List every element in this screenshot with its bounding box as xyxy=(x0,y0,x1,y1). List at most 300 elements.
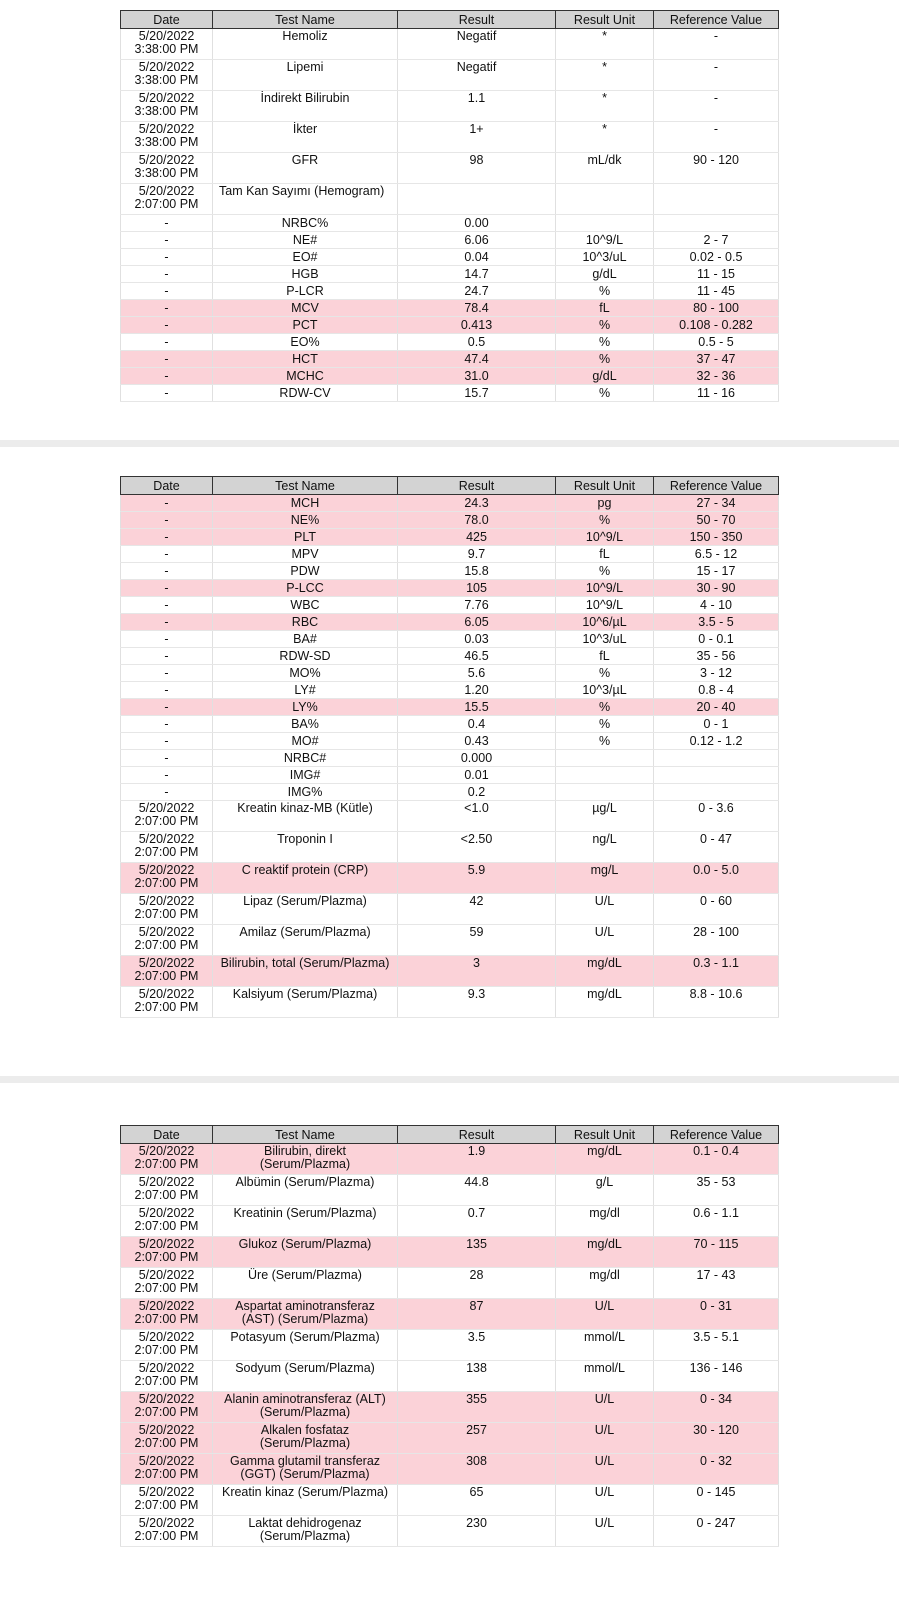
result-cell: 0.000 xyxy=(398,750,556,767)
test-name-cell: LY# xyxy=(213,682,398,699)
result-unit-cell xyxy=(556,767,654,784)
table-row xyxy=(121,894,779,925)
result-unit-cell: % xyxy=(556,716,654,733)
test-name-cell: P-LCC xyxy=(213,580,398,597)
result-unit-cell xyxy=(556,750,654,767)
result-unit-cell: mg/dl xyxy=(556,1206,654,1237)
test-name-cell: Alkalen fosfataz (Serum/Plazma) xyxy=(213,1423,398,1454)
date-cell: 5/20/2022 3:38:00 PM xyxy=(121,91,213,122)
reference-value-cell: 0.12 - 1.2 xyxy=(654,733,779,750)
result-unit-cell: fL xyxy=(556,648,654,665)
reference-value-cell xyxy=(654,784,779,801)
date-cell: - xyxy=(121,682,213,699)
result-cell: 7.76 xyxy=(398,597,556,614)
result-unit-cell: g/dL xyxy=(556,266,654,283)
test-name-cell: PDW xyxy=(213,563,398,580)
test-name-cell: EO% xyxy=(213,334,398,351)
table-row xyxy=(121,1299,779,1330)
result-cell: 31.0 xyxy=(398,368,556,385)
test-name-cell: Alanin aminotransferaz (ALT) (Serum/Plazma) xyxy=(213,1392,398,1423)
result-unit-cell: 10^9/L xyxy=(556,232,654,249)
test-name-cell: PLT xyxy=(213,529,398,546)
reference-value-cell: 20 - 40 xyxy=(654,699,779,716)
test-name-cell: Hemoliz xyxy=(213,29,398,60)
reference-value-cell xyxy=(654,184,779,215)
date-cell: - xyxy=(121,716,213,733)
reference-value-cell: 30 - 120 xyxy=(654,1423,779,1454)
table-row xyxy=(121,300,779,317)
reference-value-cell: 8.8 - 10.6 xyxy=(654,987,779,1018)
table-row xyxy=(121,1206,779,1237)
test-name-cell: MO% xyxy=(213,665,398,682)
date-cell: 5/20/2022 2:07:00 PM xyxy=(121,1144,213,1175)
result-cell: 24.3 xyxy=(398,495,556,512)
test-name-cell: Kreatinin (Serum/Plazma) xyxy=(213,1206,398,1237)
result-cell: 0.03 xyxy=(398,631,556,648)
result-unit-cell: mmol/L xyxy=(556,1361,654,1392)
reference-value-cell: 35 - 53 xyxy=(654,1175,779,1206)
table-row xyxy=(121,122,779,153)
test-name-cell: MCHC xyxy=(213,368,398,385)
result-unit-cell: * xyxy=(556,91,654,122)
table-row xyxy=(121,1485,779,1516)
result-cell: 14.7 xyxy=(398,266,556,283)
reference-value-cell: 0 - 3.6 xyxy=(654,801,779,832)
table-row xyxy=(121,29,779,60)
test-name-cell: IMG% xyxy=(213,784,398,801)
result-unit-cell: mg/dL xyxy=(556,956,654,987)
table-row xyxy=(121,716,779,733)
table-row xyxy=(121,1330,779,1361)
result-unit-cell: ng/L xyxy=(556,832,654,863)
test-name-cell: HCT xyxy=(213,351,398,368)
result-cell: 0.04 xyxy=(398,249,556,266)
page-separator xyxy=(0,440,899,447)
table-row xyxy=(121,153,779,184)
date-cell: 5/20/2022 2:07:00 PM xyxy=(121,1268,213,1299)
table-row xyxy=(121,648,779,665)
test-name-cell: NRBC% xyxy=(213,215,398,232)
result-cell: 135 xyxy=(398,1237,556,1268)
table-header-row xyxy=(121,11,779,29)
result-unit-cell: U/L xyxy=(556,1454,654,1485)
result-unit-cell: 10^6/µL xyxy=(556,614,654,631)
table-row xyxy=(121,215,779,232)
reference-value-cell: 0 - 31 xyxy=(654,1299,779,1330)
reference-value-cell: 80 - 100 xyxy=(654,300,779,317)
result-cell: 6.05 xyxy=(398,614,556,631)
date-cell: - xyxy=(121,351,213,368)
table-row xyxy=(121,614,779,631)
table-row xyxy=(121,1237,779,1268)
reference-value-header: Reference Value xyxy=(654,477,779,495)
reference-value-cell: 11 - 45 xyxy=(654,283,779,300)
result-cell: 257 xyxy=(398,1423,556,1454)
result-cell: 15.7 xyxy=(398,385,556,402)
reference-value-cell: - xyxy=(654,60,779,91)
table-row xyxy=(121,351,779,368)
result-cell: 138 xyxy=(398,1361,556,1392)
date-cell: 5/20/2022 2:07:00 PM xyxy=(121,894,213,925)
reference-value-cell: - xyxy=(654,122,779,153)
reference-value-cell: 0.5 - 5 xyxy=(654,334,779,351)
reference-value-cell: 28 - 100 xyxy=(654,925,779,956)
result-unit-cell: mg/dL xyxy=(556,1144,654,1175)
table-row xyxy=(121,580,779,597)
reference-value-cell: 0 - 32 xyxy=(654,1454,779,1485)
table-row xyxy=(121,1175,779,1206)
result-cell: 5.9 xyxy=(398,863,556,894)
table-row xyxy=(121,184,779,215)
page-separator xyxy=(0,1076,899,1083)
test-name-cell: MCV xyxy=(213,300,398,317)
result-unit-cell: 10^9/L xyxy=(556,529,654,546)
date-cell: - xyxy=(121,266,213,283)
reference-value-cell: 27 - 34 xyxy=(654,495,779,512)
result-cell xyxy=(398,184,556,215)
result-cell: 3.5 xyxy=(398,1330,556,1361)
result-cell: 28 xyxy=(398,1268,556,1299)
date-cell: - xyxy=(121,614,213,631)
result-cell: 5.6 xyxy=(398,665,556,682)
result-cell: 3 xyxy=(398,956,556,987)
date-cell: 5/20/2022 2:07:00 PM xyxy=(121,1423,213,1454)
result-cell: 0.2 xyxy=(398,784,556,801)
table-row xyxy=(121,832,779,863)
result-unit-header: Result Unit xyxy=(556,477,654,495)
table-row xyxy=(121,784,779,801)
result-cell: 0.01 xyxy=(398,767,556,784)
result-cell: 105 xyxy=(398,580,556,597)
result-unit-cell: U/L xyxy=(556,1392,654,1423)
date-cell: - xyxy=(121,300,213,317)
table-header-row xyxy=(121,1126,779,1144)
result-unit-cell: mL/dk xyxy=(556,153,654,184)
result-unit-cell: % xyxy=(556,733,654,750)
test-name-header: Test Name xyxy=(213,1126,398,1144)
date-cell: - xyxy=(121,733,213,750)
table-row xyxy=(121,368,779,385)
table-row xyxy=(121,1392,779,1423)
test-name-cell: Laktat dehidrogenaz (Serum/Plazma) xyxy=(213,1516,398,1547)
test-name-cell: EO# xyxy=(213,249,398,266)
result-cell: 1.20 xyxy=(398,682,556,699)
table-row xyxy=(121,512,779,529)
table-row xyxy=(121,1361,779,1392)
date-cell: - xyxy=(121,631,213,648)
result-unit-header: Result Unit xyxy=(556,11,654,29)
reference-value-cell: 4 - 10 xyxy=(654,597,779,614)
date-cell: 5/20/2022 2:07:00 PM xyxy=(121,956,213,987)
table-row xyxy=(121,767,779,784)
reference-value-cell: 3 - 12 xyxy=(654,665,779,682)
reference-value-cell: 0 - 47 xyxy=(654,832,779,863)
result-unit-cell: mg/dl xyxy=(556,1268,654,1299)
result-cell: 425 xyxy=(398,529,556,546)
report-page-1 xyxy=(0,0,899,440)
reference-value-cell: 0 - 247 xyxy=(654,1516,779,1547)
result-unit-cell: 10^9/L xyxy=(556,580,654,597)
date-cell: - xyxy=(121,215,213,232)
table-row xyxy=(121,987,779,1018)
date-cell: - xyxy=(121,580,213,597)
result-unit-cell: µg/L xyxy=(556,801,654,832)
test-name-cell: WBC xyxy=(213,597,398,614)
date-cell: - xyxy=(121,495,213,512)
date-cell: - xyxy=(121,699,213,716)
test-name-cell: Üre (Serum/Plazma) xyxy=(213,1268,398,1299)
reference-value-cell: 0.108 - 0.282 xyxy=(654,317,779,334)
date-cell: 5/20/2022 2:07:00 PM xyxy=(121,1392,213,1423)
table-row xyxy=(121,597,779,614)
reference-value-cell: 0.6 - 1.1 xyxy=(654,1206,779,1237)
date-cell: 5/20/2022 2:07:00 PM xyxy=(121,1330,213,1361)
table-row xyxy=(121,750,779,767)
reference-value-cell: 70 - 115 xyxy=(654,1237,779,1268)
date-cell: - xyxy=(121,648,213,665)
date-header: Date xyxy=(121,11,213,29)
table-row xyxy=(121,682,779,699)
test-name-cell: Potasyum (Serum/Plazma) xyxy=(213,1330,398,1361)
reference-value-cell: 15 - 17 xyxy=(654,563,779,580)
test-name-cell: IMG# xyxy=(213,767,398,784)
result-unit-cell: U/L xyxy=(556,1516,654,1547)
result-unit-cell: g/dL xyxy=(556,368,654,385)
table-row xyxy=(121,631,779,648)
result-unit-cell: U/L xyxy=(556,1423,654,1454)
table-row xyxy=(121,60,779,91)
test-name-cell: C reaktif protein (CRP) xyxy=(213,863,398,894)
result-unit-cell: % xyxy=(556,512,654,529)
result-unit-cell: mg/L xyxy=(556,863,654,894)
table-row xyxy=(121,283,779,300)
result-unit-cell: % xyxy=(556,334,654,351)
reference-value-cell: - xyxy=(654,29,779,60)
result-unit-cell: U/L xyxy=(556,1299,654,1330)
lab-results-table-2 xyxy=(120,476,779,1018)
table-row xyxy=(121,91,779,122)
result-cell: <1.0 xyxy=(398,801,556,832)
result-cell: 9.7 xyxy=(398,546,556,563)
test-name-cell: Aspartat aminotransferaz (AST) (Serum/Plazma) xyxy=(213,1299,398,1330)
result-cell: 6.06 xyxy=(398,232,556,249)
result-unit-cell: U/L xyxy=(556,1485,654,1516)
reference-value-header: Reference Value xyxy=(654,11,779,29)
date-cell: - xyxy=(121,249,213,266)
test-name-cell: MCH xyxy=(213,495,398,512)
test-name-cell: Kreatin kinaz-MB (Kütle) xyxy=(213,801,398,832)
table-row xyxy=(121,801,779,832)
test-name-cell: NE# xyxy=(213,232,398,249)
result-cell: 0.43 xyxy=(398,733,556,750)
reference-value-cell: 0.3 - 1.1 xyxy=(654,956,779,987)
table-row xyxy=(121,1144,779,1175)
date-cell: - xyxy=(121,334,213,351)
reference-value-cell: 11 - 15 xyxy=(654,266,779,283)
result-unit-cell xyxy=(556,784,654,801)
test-name-cell: Lipemi xyxy=(213,60,398,91)
date-cell: - xyxy=(121,283,213,300)
date-cell: 5/20/2022 2:07:00 PM xyxy=(121,925,213,956)
date-cell: - xyxy=(121,784,213,801)
date-cell: 5/20/2022 2:07:00 PM xyxy=(121,184,213,215)
date-cell: - xyxy=(121,368,213,385)
result-unit-cell: 10^9/L xyxy=(556,597,654,614)
result-cell: 0.4 xyxy=(398,716,556,733)
result-cell: 24.7 xyxy=(398,283,556,300)
date-cell: 5/20/2022 2:07:00 PM xyxy=(121,1237,213,1268)
reference-value-cell xyxy=(654,767,779,784)
test-name-cell: MO# xyxy=(213,733,398,750)
test-name-cell: Glukoz (Serum/Plazma) xyxy=(213,1237,398,1268)
result-cell: 15.8 xyxy=(398,563,556,580)
result-cell: 308 xyxy=(398,1454,556,1485)
table-row xyxy=(121,733,779,750)
result-cell: 0.413 xyxy=(398,317,556,334)
reference-value-cell: 0 - 60 xyxy=(654,894,779,925)
result-unit-cell: 10^3/uL xyxy=(556,631,654,648)
table-row xyxy=(121,232,779,249)
reference-value-cell: 11 - 16 xyxy=(654,385,779,402)
lab-results-table-3 xyxy=(120,1125,779,1547)
test-name-cell: Gamma glutamil transferaz (GGT) (Serum/Plazma) xyxy=(213,1454,398,1485)
result-cell: 230 xyxy=(398,1516,556,1547)
result-cell: 78.0 xyxy=(398,512,556,529)
test-name-cell: BA% xyxy=(213,716,398,733)
table-row xyxy=(121,1454,779,1485)
date-cell: - xyxy=(121,767,213,784)
date-cell: - xyxy=(121,563,213,580)
date-cell: - xyxy=(121,529,213,546)
result-cell: 15.5 xyxy=(398,699,556,716)
reference-value-cell xyxy=(654,750,779,767)
date-cell: - xyxy=(121,546,213,563)
reference-value-cell: 32 - 36 xyxy=(654,368,779,385)
table-row xyxy=(121,863,779,894)
test-name-cell: LY% xyxy=(213,699,398,716)
reference-value-cell xyxy=(654,215,779,232)
test-name-cell: Sodyum (Serum/Plazma) xyxy=(213,1361,398,1392)
date-cell: 5/20/2022 2:07:00 PM xyxy=(121,1299,213,1330)
reference-value-cell: 136 - 146 xyxy=(654,1361,779,1392)
table-row xyxy=(121,956,779,987)
test-name-header: Test Name xyxy=(213,11,398,29)
date-cell: 5/20/2022 3:38:00 PM xyxy=(121,153,213,184)
result-unit-cell: * xyxy=(556,122,654,153)
reference-value-cell: 0 - 34 xyxy=(654,1392,779,1423)
reference-value-header: Reference Value xyxy=(654,1126,779,1144)
result-cell: <2.50 xyxy=(398,832,556,863)
table-row xyxy=(121,546,779,563)
date-header: Date xyxy=(121,1126,213,1144)
reference-value-cell: 2 - 7 xyxy=(654,232,779,249)
result-cell: 59 xyxy=(398,925,556,956)
result-unit-cell: % xyxy=(556,317,654,334)
test-name-cell: Kalsiyum (Serum/Plazma) xyxy=(213,987,398,1018)
result-cell: 9.3 xyxy=(398,987,556,1018)
reference-value-cell: 6.5 - 12 xyxy=(654,546,779,563)
date-cell: - xyxy=(121,385,213,402)
date-cell: 5/20/2022 2:07:00 PM xyxy=(121,1516,213,1547)
report-page-2 xyxy=(0,447,899,1076)
table-row xyxy=(121,266,779,283)
result-unit-cell: mg/dL xyxy=(556,987,654,1018)
table-row xyxy=(121,665,779,682)
reference-value-cell: 50 - 70 xyxy=(654,512,779,529)
test-name-cell: MPV xyxy=(213,546,398,563)
table-row xyxy=(121,385,779,402)
date-cell: 5/20/2022 2:07:00 PM xyxy=(121,832,213,863)
result-header: Result xyxy=(398,1126,556,1144)
result-unit-cell xyxy=(556,215,654,232)
result-unit-cell: % xyxy=(556,385,654,402)
result-unit-cell xyxy=(556,184,654,215)
result-cell: 0.00 xyxy=(398,215,556,232)
reference-value-cell: 0.8 - 4 xyxy=(654,682,779,699)
test-name-cell: Albümin (Serum/Plazma) xyxy=(213,1175,398,1206)
result-cell: 47.4 xyxy=(398,351,556,368)
test-name-cell: RBC xyxy=(213,614,398,631)
result-cell: 0.5 xyxy=(398,334,556,351)
reference-value-cell: 0.0 - 5.0 xyxy=(654,863,779,894)
test-name-cell: İndirekt Bilirubin xyxy=(213,91,398,122)
date-cell: 5/20/2022 3:38:00 PM xyxy=(121,60,213,91)
date-cell: - xyxy=(121,597,213,614)
table-row xyxy=(121,495,779,512)
date-cell: 5/20/2022 2:07:00 PM xyxy=(121,1361,213,1392)
reference-value-cell: 0 - 145 xyxy=(654,1485,779,1516)
date-cell: 5/20/2022 2:07:00 PM xyxy=(121,1485,213,1516)
result-unit-header: Result Unit xyxy=(556,1126,654,1144)
result-cell: 1+ xyxy=(398,122,556,153)
result-unit-cell: fL xyxy=(556,300,654,317)
test-name-cell: NE% xyxy=(213,512,398,529)
reference-value-cell: 17 - 43 xyxy=(654,1268,779,1299)
table-row xyxy=(121,249,779,266)
test-name-cell: Amilaz (Serum/Plazma) xyxy=(213,925,398,956)
result-unit-cell: mg/dL xyxy=(556,1237,654,1268)
table-row xyxy=(121,1268,779,1299)
result-cell: 1.9 xyxy=(398,1144,556,1175)
result-cell: 46.5 xyxy=(398,648,556,665)
table-row xyxy=(121,699,779,716)
test-name-cell: NRBC# xyxy=(213,750,398,767)
test-name-cell: Troponin I xyxy=(213,832,398,863)
reference-value-cell: - xyxy=(654,91,779,122)
table-row xyxy=(121,925,779,956)
result-cell: Negatif xyxy=(398,29,556,60)
test-name-cell: BA# xyxy=(213,631,398,648)
table-row xyxy=(121,317,779,334)
date-cell: 5/20/2022 2:07:00 PM xyxy=(121,1206,213,1237)
result-cell: 44.8 xyxy=(398,1175,556,1206)
date-cell: 5/20/2022 2:07:00 PM xyxy=(121,1175,213,1206)
result-cell: 0.7 xyxy=(398,1206,556,1237)
result-cell: 87 xyxy=(398,1299,556,1330)
reference-value-cell: 37 - 47 xyxy=(654,351,779,368)
result-unit-cell: mmol/L xyxy=(556,1330,654,1361)
test-name-cell: RDW-CV xyxy=(213,385,398,402)
reference-value-cell: 30 - 90 xyxy=(654,580,779,597)
lab-results-table-1 xyxy=(120,10,779,402)
test-name-cell: HGB xyxy=(213,266,398,283)
table-row xyxy=(121,334,779,351)
test-name-cell: PCT xyxy=(213,317,398,334)
report-page-3 xyxy=(0,1083,899,1599)
result-unit-cell: % xyxy=(556,351,654,368)
result-unit-cell: U/L xyxy=(556,925,654,956)
result-unit-cell: * xyxy=(556,60,654,91)
